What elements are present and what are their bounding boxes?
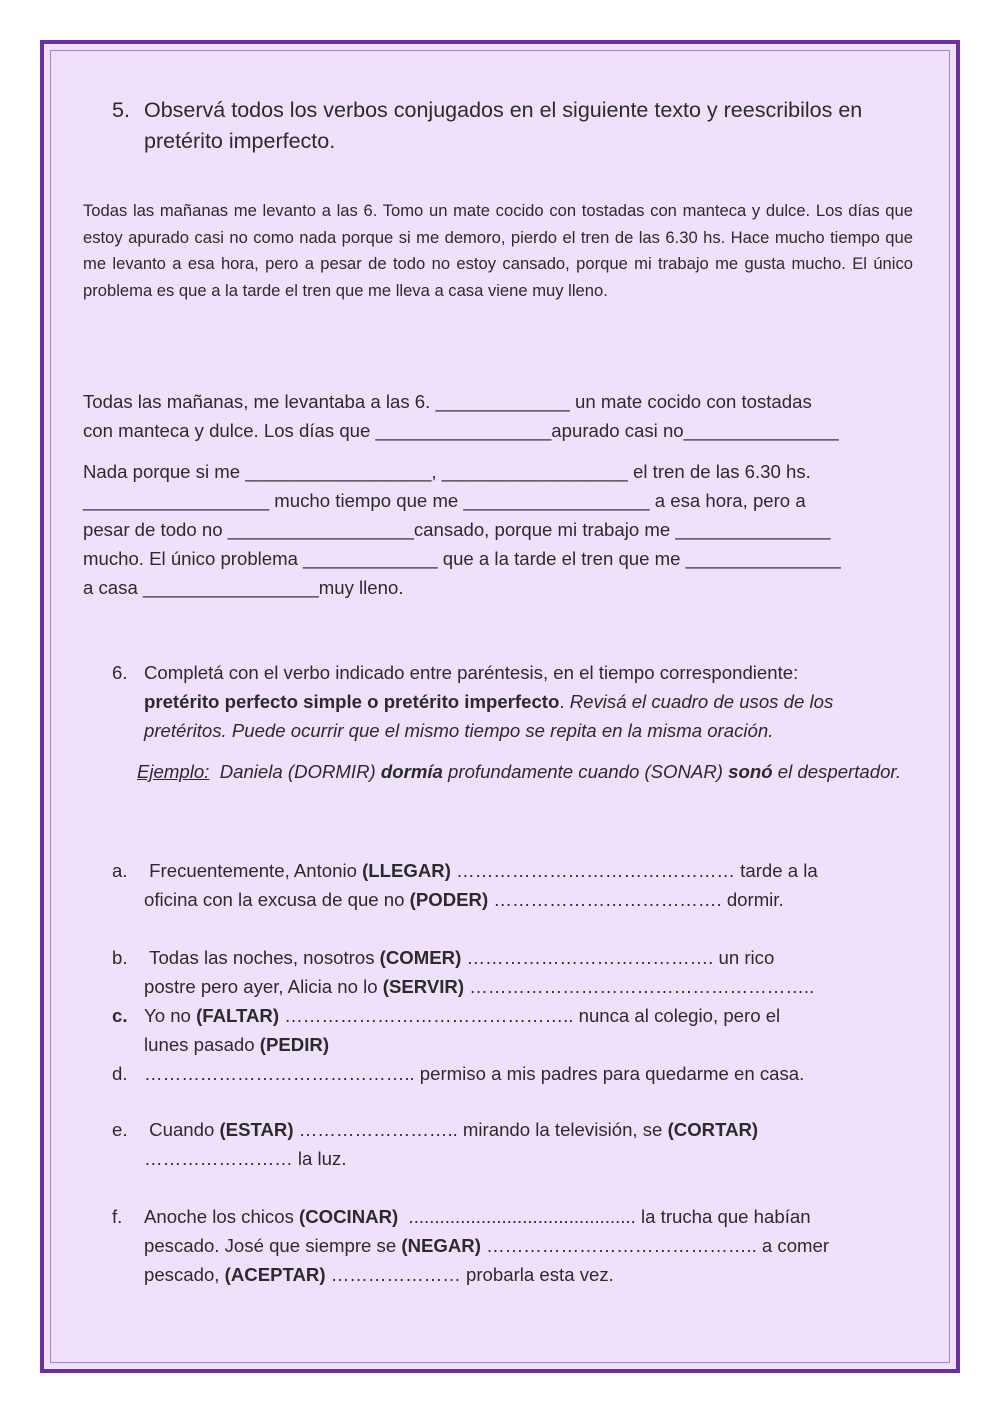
answer-blank[interactable]: ………………………………. dormir. xyxy=(493,889,784,910)
example-text: el despertador. xyxy=(777,761,902,782)
q6-period: . xyxy=(559,691,565,712)
q6-instructions xyxy=(112,658,912,745)
item-text: Anoche los chicos xyxy=(144,1206,294,1227)
item-text xyxy=(112,1001,912,1059)
fill-line[interactable]: a casa _________________muy lleno. xyxy=(83,577,404,598)
q5-title: Observá todos los verbos conjugados en el siguiente texto y reescribilos en pretérito imperfecto. xyxy=(144,98,863,153)
fill-line[interactable]: Todas las mañanas, me levantaba a las 6. _____________ un mate cocido con tostadas xyxy=(83,391,812,412)
fill-line[interactable]: mucho. El único problema _____________ que a la tarde el tren que me _______________ xyxy=(83,548,841,569)
item-d xyxy=(112,1059,912,1088)
fill-line[interactable]: __________________ mucho tiempo que me __________________ a esa hora, pero a xyxy=(83,490,806,511)
answer-blank[interactable]: …………………….. mirando la televisión, se xyxy=(298,1119,663,1140)
item-text: pescado, xyxy=(144,1264,220,1285)
verb: (COCINAR) xyxy=(299,1206,399,1227)
example-text: Daniela (DORMIR) xyxy=(219,761,376,782)
item-letter: f. xyxy=(112,1206,123,1227)
verb: (ESTAR) xyxy=(219,1119,294,1140)
item-letter: b. xyxy=(112,947,128,968)
fill-line[interactable]: Nada porque si me __________________, __________________ el tren de las 6.30 hs. xyxy=(83,461,811,482)
verb: (FALTAR) xyxy=(196,1005,280,1026)
q6-intro: Completá con el verbo indicado entre paréntesis, en el tiempo correspondiente: xyxy=(144,662,799,683)
example-label: Ejemplo: xyxy=(137,761,210,782)
item-letter: d. xyxy=(112,1063,128,1084)
verb: (PODER) xyxy=(409,889,489,910)
item-b xyxy=(112,943,912,1001)
q6-tenses: pretérito perfecto simple o pretérito imperfecto xyxy=(144,691,560,712)
item-text xyxy=(112,943,912,1001)
item-text: pescado. José que siempre se xyxy=(144,1235,397,1256)
item-text: Yo no xyxy=(144,1005,191,1026)
verb: (LLEGAR) xyxy=(362,860,451,881)
q5-heading xyxy=(112,95,912,157)
item-text xyxy=(112,1202,912,1289)
fill-line[interactable]: con manteca y dulce. Los días que _________________apurado casi no_______________ xyxy=(83,420,839,441)
item-letter: a. xyxy=(112,860,128,881)
verb: (ACEPTAR) xyxy=(224,1264,326,1285)
item-text: oficina con la excusa de que no xyxy=(144,889,405,910)
item-c xyxy=(112,1001,912,1059)
item-text: Frecuentemente, Antonio xyxy=(149,860,357,881)
answer-blank[interactable]: …………………………………. un rico xyxy=(466,947,775,968)
item-e xyxy=(112,1115,912,1173)
example-text: profundamente cuando (SONAR) xyxy=(448,761,723,782)
answer-blank[interactable]: …………………………………….. permiso a mis padres para quedarme en casa. xyxy=(144,1063,805,1084)
item-text xyxy=(112,1115,912,1173)
item-text xyxy=(112,856,912,914)
answer-blank[interactable]: ………………… probarla esta vez. xyxy=(330,1264,614,1285)
q6-note: Revisá el cuadro de usos de los pretéritos. Puede ocurrir que el mismo tiempo se repita en la misma oración. xyxy=(144,691,834,741)
verb: (CORTAR) xyxy=(667,1119,759,1140)
fill-line[interactable]: pesar de todo no __________________cansado, porque mi trabajo me _______________ xyxy=(83,519,831,540)
verb: (SERVIR) xyxy=(382,976,465,997)
example-answer: dormía xyxy=(380,761,443,782)
answer-blank[interactable]: ……………………………………………….. xyxy=(469,976,815,997)
q6-heading xyxy=(112,658,912,745)
item-text: lunes pasado xyxy=(144,1034,255,1055)
answer-blank[interactable]: …………………………………….. a comer xyxy=(486,1235,830,1256)
verb: (PEDIR) xyxy=(259,1034,330,1055)
item-f xyxy=(112,1202,912,1289)
verb: (NEGAR) xyxy=(401,1235,481,1256)
example-answer: sonó xyxy=(728,761,773,782)
q5-number: 5. xyxy=(112,98,130,122)
answer-blank[interactable]: ……………………………………… tarde a la xyxy=(456,860,818,881)
item-a xyxy=(112,856,912,914)
answer-blank[interactable]: ……………………………………….. nunca al colegio, pero el xyxy=(284,1005,781,1026)
answer-blank[interactable]: …………………… la luz. xyxy=(144,1148,347,1169)
verb: (COMER) xyxy=(379,947,462,968)
item-text: Todas las noches, nosotros xyxy=(149,947,375,968)
item-letter: e. xyxy=(112,1119,128,1140)
item-letter: c. xyxy=(112,1005,128,1026)
q6-number: 6. xyxy=(112,662,128,683)
item-text: postre pero ayer, Alicia no lo xyxy=(144,976,378,997)
example xyxy=(112,757,912,786)
answer-blank[interactable]: ............................................ la trucha que habían xyxy=(408,1206,811,1227)
item-text: Cuando xyxy=(149,1119,215,1140)
q5-passage: Todas las mañanas me levanto a las 6. Tomo un mate cocido con tostadas con manteca y dulce. Los días que estoy apurado casi no como nada porque si me demoro, pierdo el tren de las 6.30 hs. Hace mucho tiempo que me levanto a esa hora, pero a pesar de todo no estoy cansado, porque mi trabajo me gusta mucho. El único problema es que a la tarde el tren que me lleva a casa viene muy lleno. xyxy=(83,201,913,300)
